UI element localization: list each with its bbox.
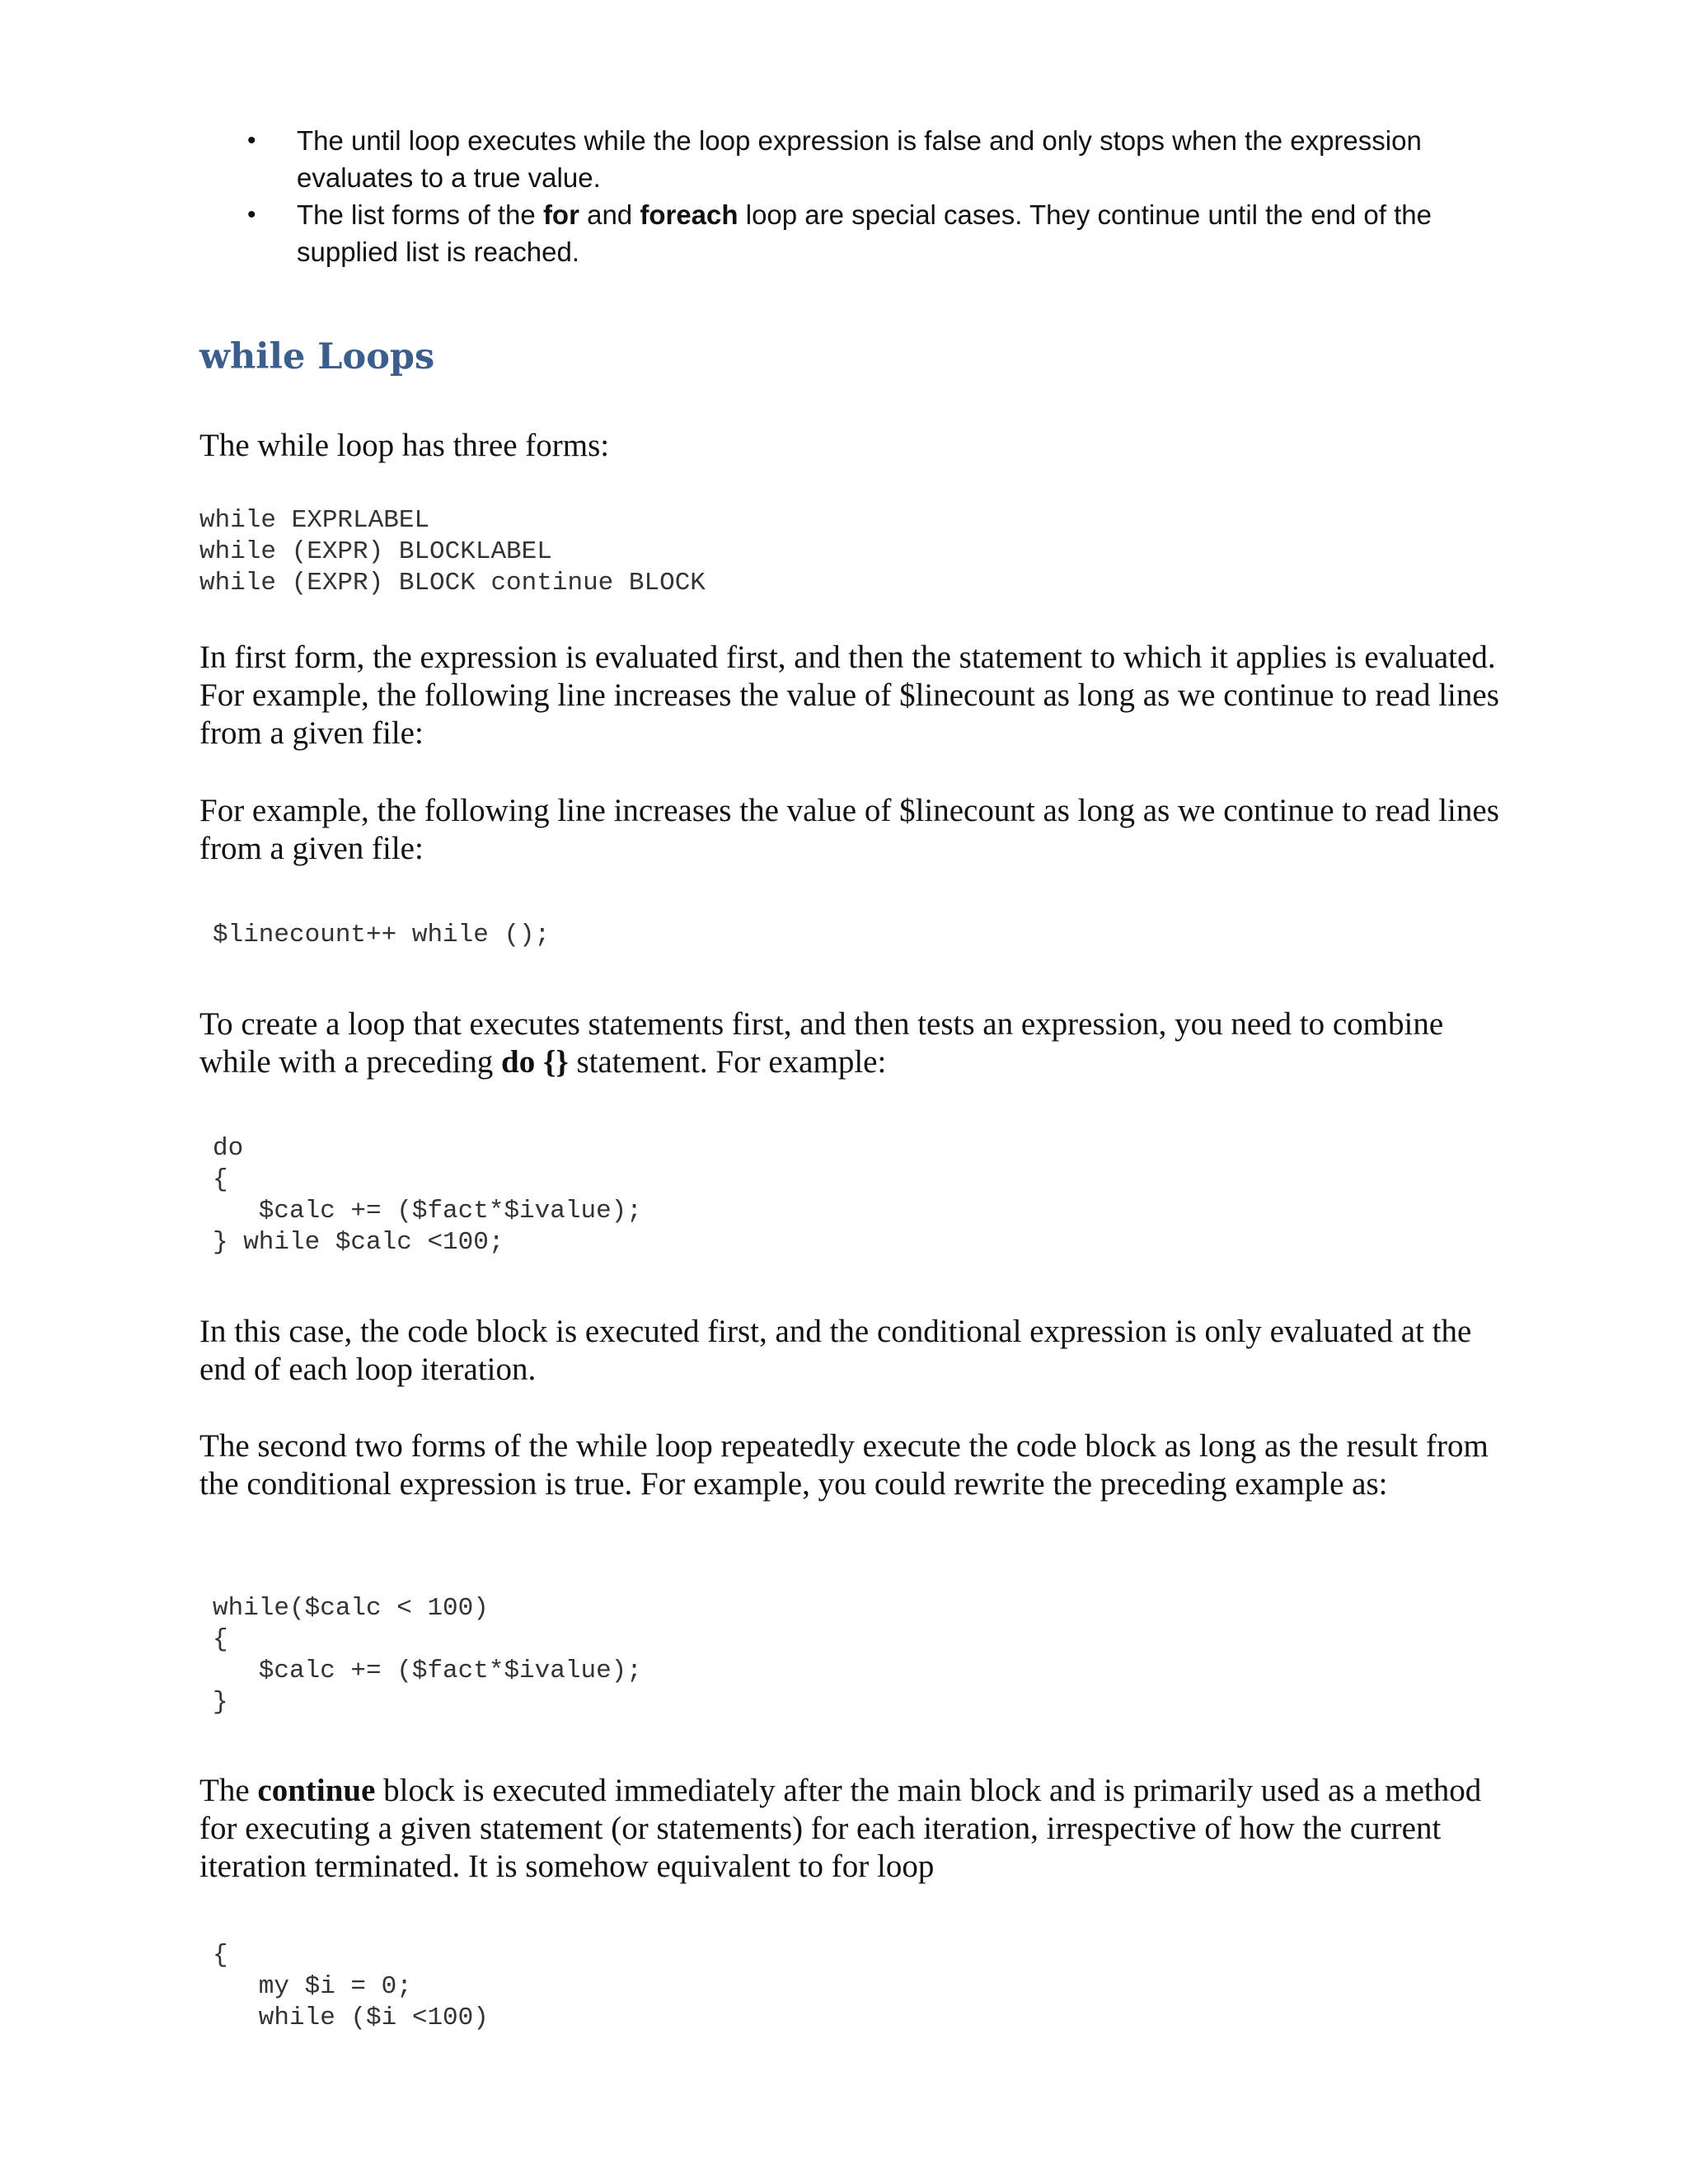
bullet-text: The until loop executes while the loop expression is false and only stops when the expression evaluates to a true value. bbox=[297, 125, 1422, 193]
paragraph-text: block is executed immediately after the main block and is primarily used as a method for executing a given statement (or statements) for each iteration, irrespective of how the current iteration terminated. It is somehow equivalent to for loop bbox=[199, 1773, 1482, 1884]
keyword-do: do {} bbox=[501, 1044, 569, 1080]
paragraph-example: For example, the following line increases the value of $linecount as long as we continue to read lines from a given file: bbox=[199, 793, 1499, 866]
bullet-text: loop are special cases. They continue until the end of the supplied list is reached. bbox=[297, 199, 1432, 267]
bullet-text: and bbox=[579, 199, 640, 230]
code-block-linecount: $linecount++ while (); bbox=[213, 921, 551, 949]
code-block-do: do { $calc += ($fact*$ivalue); } while $calc <100; bbox=[213, 1134, 642, 1257]
paragraph-text: statement. For example: bbox=[568, 1044, 887, 1080]
code-block-final: { my $i = 0; while ($i <100) bbox=[213, 1941, 489, 2032]
paragraph-second-two: The second two forms of the while loop repeatedly execute the code block as long as the result from the conditional expression is true. For example, you could rewrite the preceding example as: bbox=[199, 1428, 1489, 1502]
paragraph-this-case: In this case, the code block is executed first, and the conditional expression is only evaluated at the end of each loop iteration. bbox=[199, 1314, 1472, 1387]
bullet-item-list-forms bbox=[239, 196, 1492, 270]
paragraph-text: The bbox=[199, 1773, 258, 1808]
section-heading: while Loops bbox=[199, 336, 435, 377]
bullet-text: The list forms of the bbox=[297, 199, 543, 230]
code-block-while: while($calc < 100) { $calc += ($fact*$ivalue); } bbox=[213, 1594, 642, 1717]
paragraph-do bbox=[199, 1005, 1502, 1081]
bullet-marker: • bbox=[247, 201, 256, 228]
paragraph-first-form: In first form, the expression is evaluated first, and then the statement to which it applies is evaluated. For example, the following line increases the value of $linecount as long as we continue to read lines from a given file: bbox=[199, 640, 1499, 751]
keyword-for: for bbox=[542, 199, 579, 230]
bullet-marker: • bbox=[247, 127, 256, 154]
keyword-foreach: foreach bbox=[640, 199, 738, 230]
keyword-continue: continue bbox=[257, 1773, 376, 1808]
paragraph-continue bbox=[199, 1772, 1502, 1886]
code-block-forms: while EXPRLABEL while (EXPR) BLOCKLABEL while (EXPR) BLOCK continue BLOCK bbox=[199, 506, 706, 598]
bullet-item-until bbox=[239, 122, 1492, 196]
bullet-list bbox=[239, 122, 1492, 270]
intro-paragraph: The while loop has three forms: bbox=[199, 428, 610, 463]
paragraph-text: To create a loop that executes statements first, and then tests an expression, you need to combine while with a preceding bbox=[199, 1006, 1444, 1080]
